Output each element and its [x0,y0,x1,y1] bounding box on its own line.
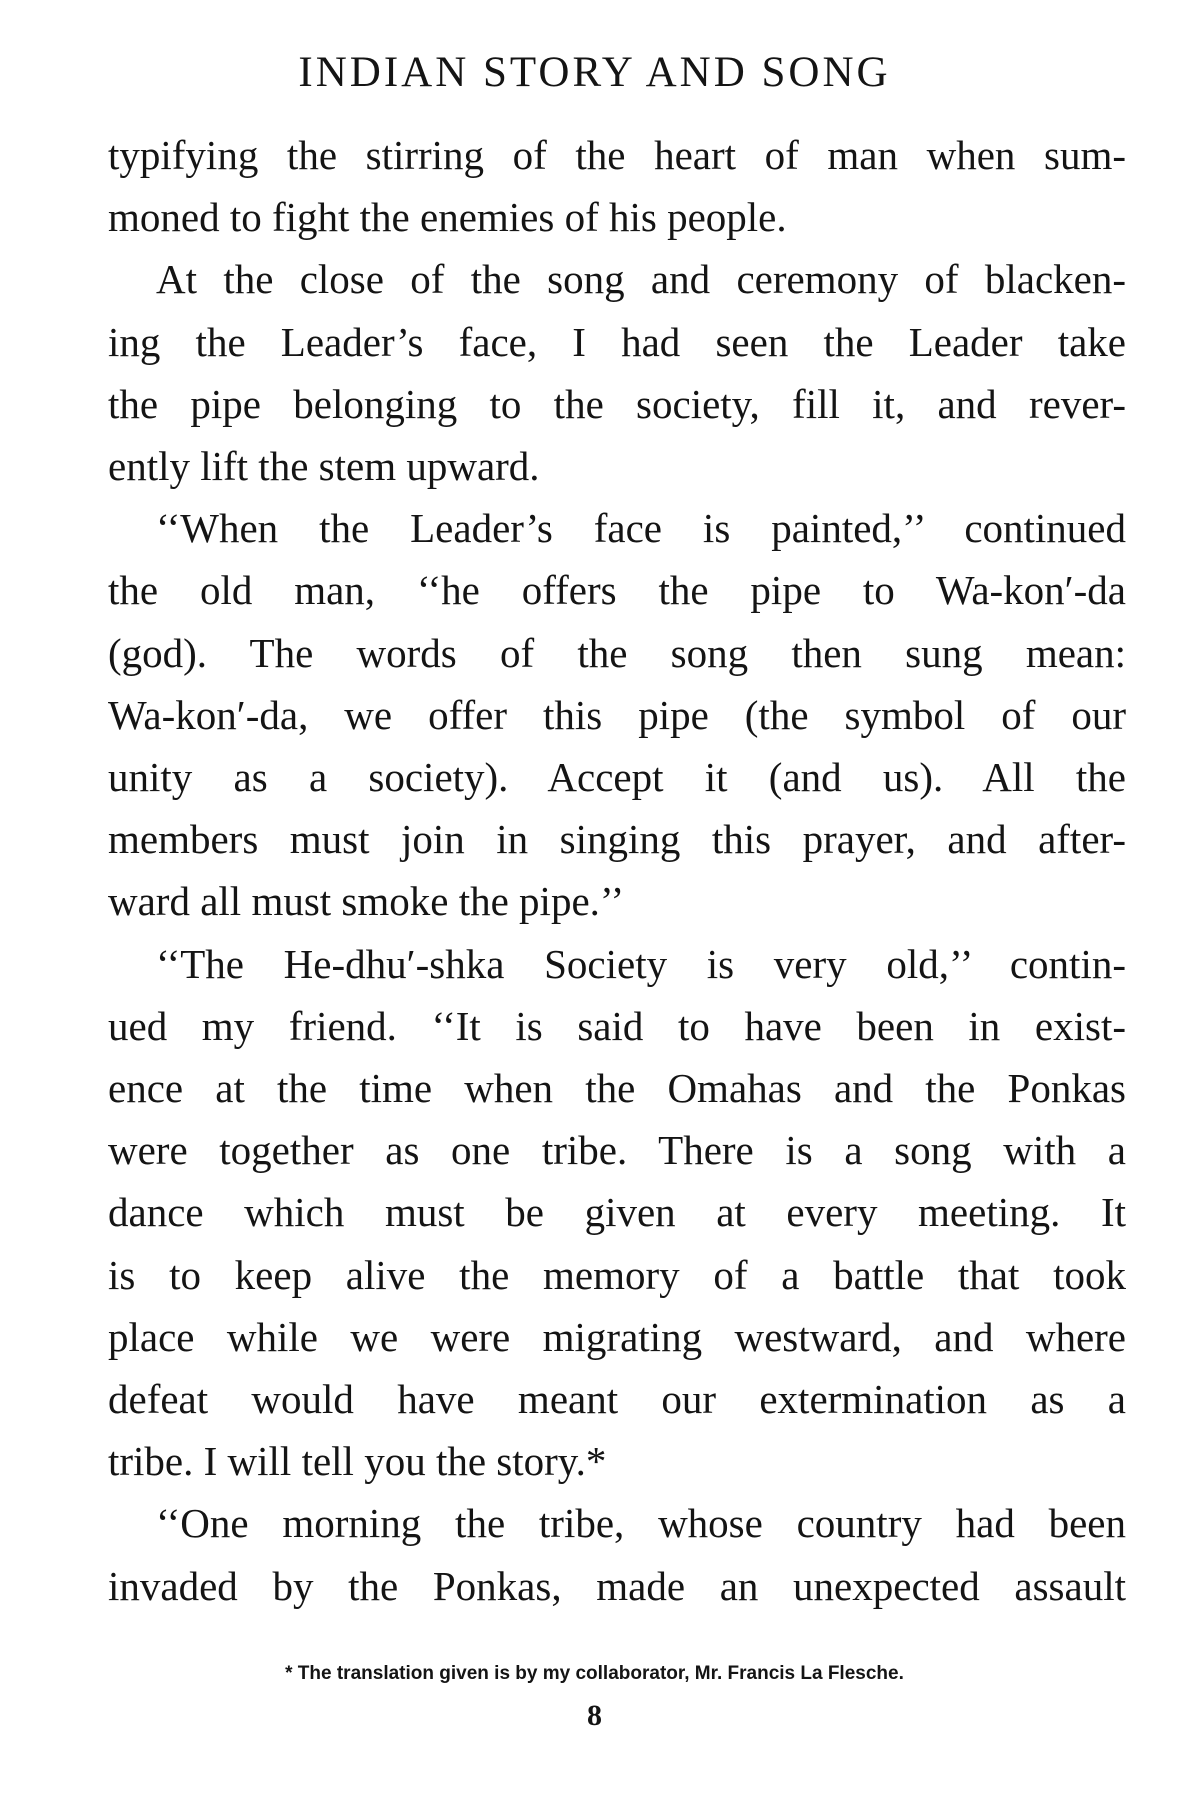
text-line: ence at the time when the Omahas and the Ponkas [108,1065,1126,1112]
body-text [108,124,1126,1617]
text-line: ward all must smoke the pipe.’’ [108,878,625,925]
text-line: were together as one tribe. There is a song with a [108,1127,1126,1174]
text-line: ‘‘When the Leader’s face is painted,’’ continued [156,505,1126,552]
text-line: is to keep alive the memory of a battle that took [108,1251,1126,1298]
text-line: typifying the stirring of the heart of man when sum- [108,132,1126,178]
page-number: 8 [587,1699,602,1732]
text-line: (god). The words of the song then sung mean: [108,629,1126,676]
text-line: ‘‘The He-dhu′-shka Society is very old,’’ contin- [156,940,1126,987]
text-line: members must join in singing this prayer, and after- [108,816,1126,863]
text-line: Wa-kon′-da, we offer this pipe (the symbol of our [108,691,1126,738]
paragraph [108,248,1126,497]
text-line: invaded by the Ponkas, made an unexpected assault [108,1562,1126,1609]
paragraph [108,933,1126,1493]
text-line: unity as a society). Accept it (and us). All the [108,754,1126,801]
text-line: moned to fight the enemies of his people. [108,194,787,241]
text-line: tribe. I will tell you the story.* [108,1438,607,1485]
text-line: the old man, ‘‘he offers the pipe to Wa-kon′-da [108,567,1126,614]
paragraph [108,1492,1126,1616]
text-line: place while we were migrating westward, and where [108,1313,1126,1360]
text-line: defeat would have meant our extermination as a [108,1376,1126,1423]
text-line: ‘‘One morning the tribe, whose country had been [156,1500,1126,1547]
text-line: dance which must be given at every meeting. It [108,1189,1126,1236]
paragraph [108,124,1126,248]
paragraph [108,497,1126,932]
footnote: * The translation given is by my collaborator, Mr. Francis La Flesche. [285,1663,904,1684]
running-title: INDIAN STORY AND SONG [298,49,891,96]
text-line: the pipe belonging to the society, fill it, and rever- [108,380,1126,427]
text-line: ued my friend. ‘‘It is said to have been in exist- [108,1002,1126,1049]
text-line: ing the Leader’s face, I had seen the Leader take [108,318,1126,365]
text-line: ently lift the stem upward. [108,443,540,490]
text-line: At the close of the song and ceremony of blacken- [156,256,1126,303]
